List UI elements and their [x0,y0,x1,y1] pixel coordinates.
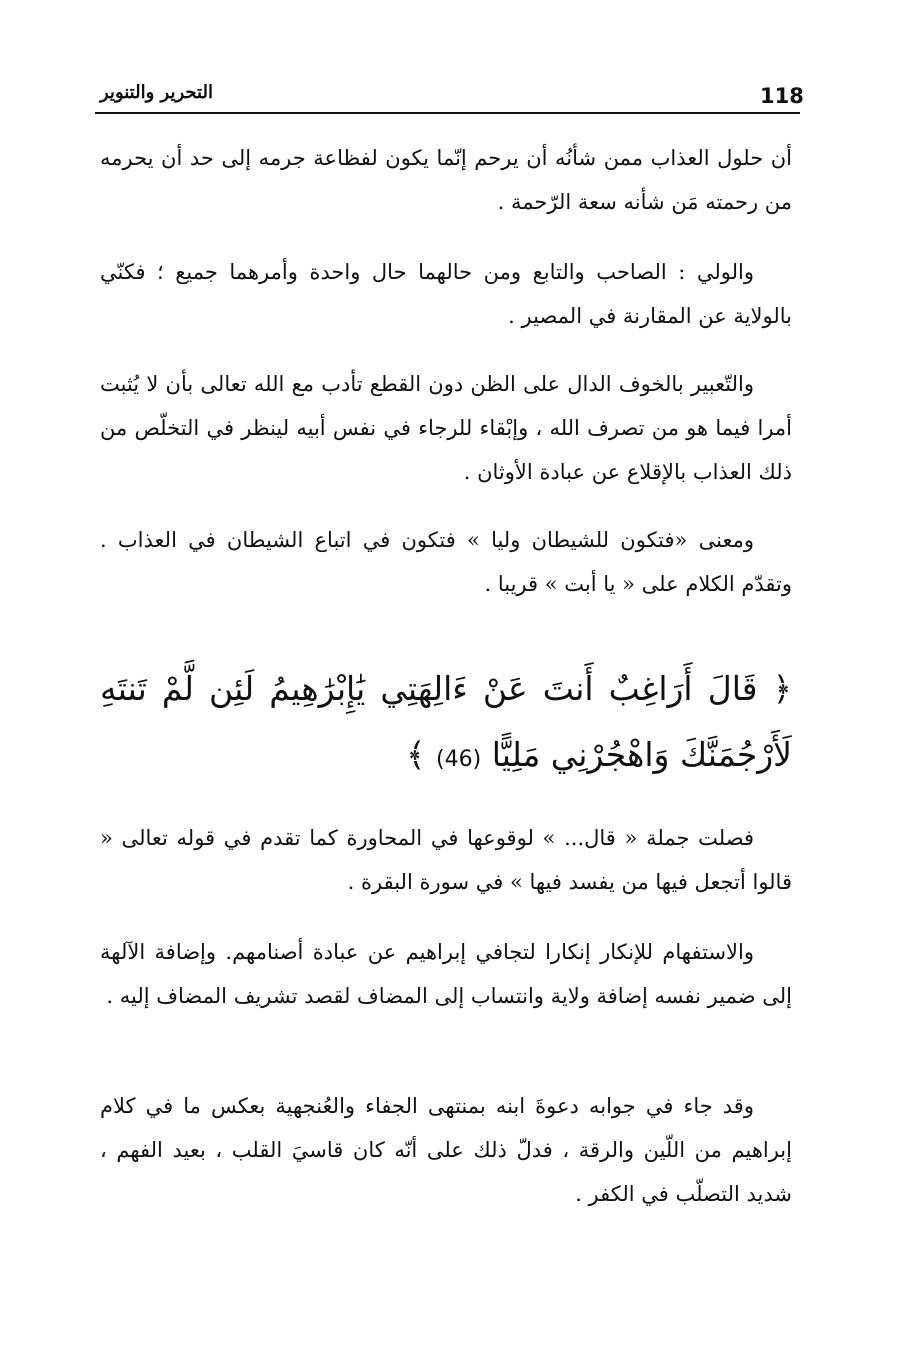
page-header [95,82,804,114]
quran-verse [100,656,792,793]
verse-number: (46) [436,747,482,772]
paragraph-7: وقد جاء في جوابه دعوةَ ابنه بمنتهى الجفاء والعُنجهية بعكس ما في كلام إبراهيم من اللّين والرقة ، فدلّ ذلك على أنّه كان قاسيَ القلب ، بعيد الفهم ، شديد التصلّب في الكفر . [100,1094,792,1206]
paragraph-4: ومعنى «فتكون للشيطان وليا » فتكون في اتباع الشيطان في العذاب . وتقدّم الكلام على « يا أبت » قريبا . [100,528,792,596]
page-number: 118 [760,84,804,108]
paragraph-1: أن حلول العذاب ممن شأنُه أن يرحم إنّما يكون لفظاعة جرمه إلى حد أن يحرمه من رحمته مَن شأنه سعة الرّحمة . [100,146,792,214]
verse-close-bracket: ﴾ [406,735,426,774]
paragraph-5: فصلت جملة « قال... » لوقوعها في المحاورة كما تقدم في قوله تعالى « قالوا أتجعل فيها من يفسد فيها » في سورة البقرة . [100,826,792,894]
paragraph-2: والولي : الصاحب والتابع ومن حالهما حال واحدة وأمرهما جميع ؛ فكنّي بالولاية عن المقارنة في المصير . [100,260,792,328]
verse-text: قَالَ أَرَاغِبٌ أَنتَ عَنْ ءَالِهَتِي يَٰإِبْرَٰهِيمُ لَئِن لَّمْ تَنتَهِ لَأَرْجُمَنَّكَ وَاهْجُرْنِي مَلِيًّا [100,669,792,774]
running-title: التحرير والتنوير [100,82,213,103]
paragraph-3: والتّعبير بالخوف الدال على الظن دون القطع تأدب مع الله تعالى بأن لا يُثبت أمرا فيما هو من تصرف الله ، وإبْقاء للرجاء في نفس أبيه لينظر في التخلّص من ذلك العذاب بالإقلاع عن عبادة الأوثان . [100,372,792,484]
paragraph-6: والاستفهام للإنكار إنكارا لتجافي إبراهيم عن عبادة أصنامهم. وإضافة الآلهة إلى ضمير نفسه إضافة ولاية وانتساب إلى المضاف لقصد تشريف المضاف إليه . [100,940,792,1008]
verse-open-bracket: ﴿ [772,669,792,708]
